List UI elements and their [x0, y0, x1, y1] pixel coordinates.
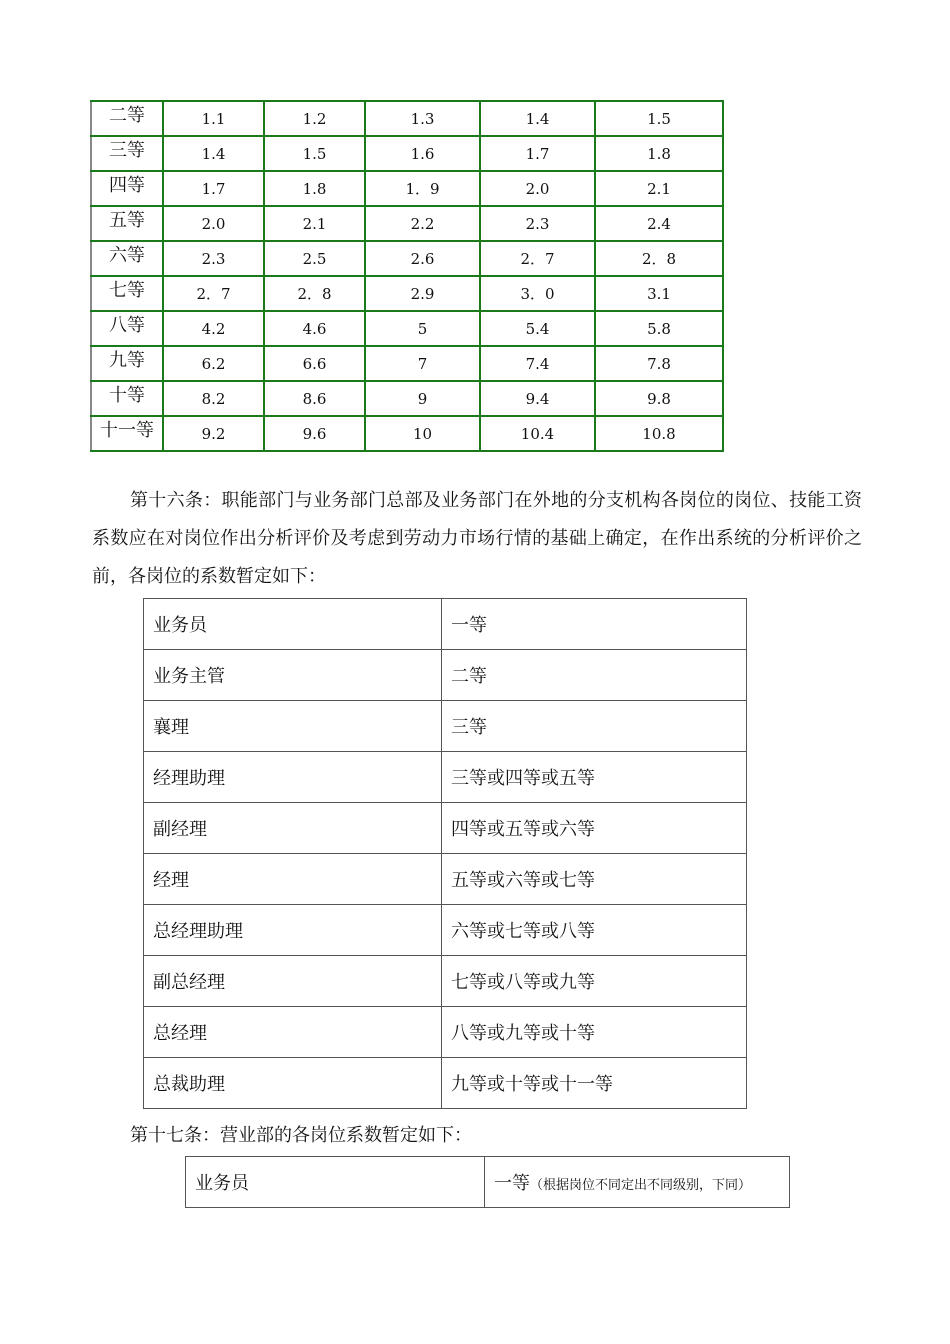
coefficient-cell: 2．8 [595, 241, 723, 276]
grade-cell [485, 1157, 790, 1208]
table-row [91, 416, 723, 451]
table-row [144, 701, 747, 752]
coefficient-cell: 7.4 [480, 346, 595, 381]
coefficient-cell: 4.2 [163, 311, 264, 346]
coefficient-cell: 10.4 [480, 416, 595, 451]
grade-cell: 八等或九等或十等 [442, 1007, 747, 1058]
table-row [91, 241, 723, 276]
coefficient-cell: 7.8 [595, 346, 723, 381]
coefficient-cell: 5 [365, 311, 480, 346]
table-row [144, 956, 747, 1007]
position-cell: 总经理 [144, 1007, 442, 1058]
coefficient-cell: 1.8 [264, 171, 365, 206]
grade-cell: 三等 [91, 136, 163, 171]
coefficient-cell: 1.3 [365, 101, 480, 136]
position-cell: 经理助理 [144, 752, 442, 803]
position-cell: 总裁助理 [144, 1058, 442, 1109]
coefficient-cell: 1.7 [480, 136, 595, 171]
table-row [91, 136, 723, 171]
grade-cell: 十一等 [91, 416, 163, 451]
position-cell: 襄理 [144, 701, 442, 752]
article-16-paragraph: 第十六条：职能部门与业务部门总部及业务部门在外地的分支机构各岗位的岗位、技能工资系数应在对岗位作出分析评价及考虑到劳动力市场行情的基础上确定，在作出系统的分析评价之前，各岗位的系数暂定如下： [92, 490, 862, 587]
coefficient-cell: 2.3 [480, 206, 595, 241]
coefficient-cell: 10.8 [595, 416, 723, 451]
table-row [144, 1058, 747, 1109]
table-row [91, 101, 723, 136]
grade-cell: 五等或六等或七等 [442, 854, 747, 905]
coefficient-cell: 1.1 [163, 101, 264, 136]
coefficient-cell: 2．7 [480, 241, 595, 276]
coefficient-cell: 5.8 [595, 311, 723, 346]
coefficient-cell: 4.6 [264, 311, 365, 346]
table-row [91, 276, 723, 311]
coefficient-cell: 10 [365, 416, 480, 451]
grade-cell: 十等 [91, 381, 163, 416]
grade-text: 一等 [494, 1173, 530, 1194]
article-17-paragraph: 第十七条：营业部的各岗位系数暂定如下： [130, 1125, 472, 1146]
coefficient-cell: 1.5 [595, 101, 723, 136]
table-row [91, 381, 723, 416]
coefficient-cell: 9.4 [480, 381, 595, 416]
coefficient-cell: 2.2 [365, 206, 480, 241]
position-cell: 副总经理 [144, 956, 442, 1007]
coefficient-cell: 2.6 [365, 241, 480, 276]
coefficient-cell: 2.5 [264, 241, 365, 276]
grade-cell: 九等或十等或十一等 [442, 1058, 747, 1109]
coefficient-cell: 1.7 [163, 171, 264, 206]
position-grade-table [143, 598, 747, 1109]
coefficient-cell: 2.1 [595, 171, 723, 206]
position-cell: 经理 [144, 854, 442, 905]
coefficient-cell: 7 [365, 346, 480, 381]
coefficient-cell: 6.6 [264, 346, 365, 381]
grade-cell: 七等 [91, 276, 163, 311]
coefficient-cell: 5.4 [480, 311, 595, 346]
table-row [91, 206, 723, 241]
coefficient-cell: 1.5 [264, 136, 365, 171]
position-cell: 总经理助理 [144, 905, 442, 956]
table-row [91, 311, 723, 346]
coefficient-cell: 1．9 [365, 171, 480, 206]
coefficient-cell: 2.4 [595, 206, 723, 241]
coefficient-cell: 9 [365, 381, 480, 416]
grade-cell: 七等或八等或九等 [442, 956, 747, 1007]
table-row [91, 346, 723, 381]
coefficient-cell: 1.6 [365, 136, 480, 171]
coefficient-cell: 2.3 [163, 241, 264, 276]
position-cell: 业务员 [186, 1157, 485, 1208]
grade-cell: 三等 [442, 701, 747, 752]
grade-cell: 六等 [91, 241, 163, 276]
table-row [91, 171, 723, 206]
table-row [144, 1007, 747, 1058]
table-row [144, 752, 747, 803]
coefficient-cell: 1.4 [480, 101, 595, 136]
table-row [144, 854, 747, 905]
grade-cell: 二等 [442, 650, 747, 701]
coefficient-table [90, 100, 724, 452]
coefficient-cell: 9.8 [595, 381, 723, 416]
coefficient-cell: 9.2 [163, 416, 264, 451]
grade-note: （根据岗位不同定出不同级别，下同） [530, 1178, 752, 1193]
table-row [144, 905, 747, 956]
position-cell: 业务员 [144, 599, 442, 650]
coefficient-cell: 2．7 [163, 276, 264, 311]
grade-cell: 三等或四等或五等 [442, 752, 747, 803]
sales-dept-table [185, 1156, 790, 1208]
coefficient-cell: 9.6 [264, 416, 365, 451]
table-row [144, 803, 747, 854]
position-cell: 业务主管 [144, 650, 442, 701]
coefficient-cell: 1.8 [595, 136, 723, 171]
grade-cell: 八等 [91, 311, 163, 346]
table-row [144, 599, 747, 650]
coefficient-cell: 2.0 [480, 171, 595, 206]
grade-cell: 二等 [91, 101, 163, 136]
coefficient-cell: 2.0 [163, 206, 264, 241]
grade-cell: 六等或七等或八等 [442, 905, 747, 956]
coefficient-cell: 1.4 [163, 136, 264, 171]
coefficient-cell: 2.9 [365, 276, 480, 311]
grade-cell: 五等 [91, 206, 163, 241]
coefficient-cell: 1.2 [264, 101, 365, 136]
coefficient-cell: 2．8 [264, 276, 365, 311]
coefficient-cell: 3.1 [595, 276, 723, 311]
coefficient-cell: 3．0 [480, 276, 595, 311]
table-row [186, 1157, 790, 1208]
grade-cell: 一等 [442, 599, 747, 650]
coefficient-cell: 6.2 [163, 346, 264, 381]
coefficient-cell: 2.1 [264, 206, 365, 241]
grade-cell: 九等 [91, 346, 163, 381]
coefficient-cell: 8.2 [163, 381, 264, 416]
coefficient-cell: 8.6 [264, 381, 365, 416]
grade-cell: 四等或五等或六等 [442, 803, 747, 854]
table-row [144, 650, 747, 701]
position-cell: 副经理 [144, 803, 442, 854]
grade-cell: 四等 [91, 171, 163, 206]
